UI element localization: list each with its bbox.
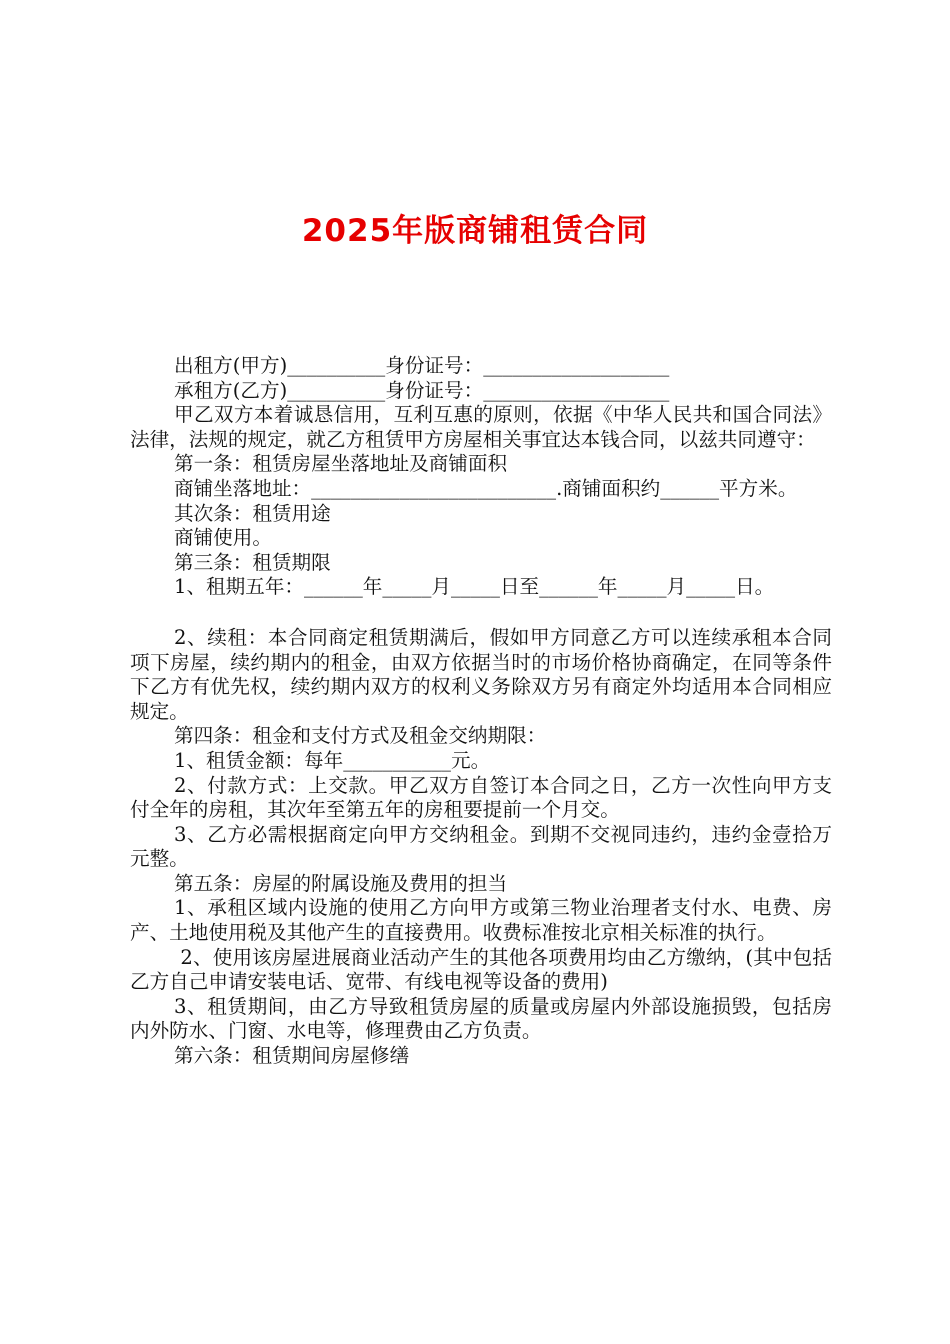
paragraph-renewal: 2、续租：本合同商定租赁期满后，假如甲方同意乙方可以连续承租本合同项下房屋，续约期内的租金，由双方依据当时的市场价格协商确定，在同等条件下乙方有优先权，续约期内双方的权利义务除双方另有商定外均适用本合同相应规定。 xyxy=(130,625,832,723)
paragraph-usage: 商铺使用。 xyxy=(174,526,272,550)
article-heading: 第三条：租赁期限 xyxy=(174,550,331,574)
article-heading: 第六条：租赁期间房屋修缮 xyxy=(174,1044,410,1068)
paragraph-address: 商铺坐落地址：_________________________.商铺面积约______平方米。 xyxy=(174,476,798,500)
document-title: 2025年版商铺租赁合同 xyxy=(301,213,649,249)
paragraph-facility-fees: 1、承租区域内设施的使用乙方向甲方或第三物业治理者支付水、电费、房产、土地使用税及其他产生的直接费用。收费标准按北京相关标准的执行。 xyxy=(130,896,832,945)
paragraph-damage-repair: 3、租赁期间，由乙方导致租赁房屋的质量或房屋内外部设施损毁，包括房内外防水、门窗、水电等，修理费由乙方负责。 xyxy=(130,994,832,1043)
paragraph-payment-method: 2、付款方式：上交款。甲乙双方自签订本合同之日，乙方一次性向甲方支付全年的房租，其次年至第五年的房租要提前一个月交。 xyxy=(130,773,832,822)
paragraph-rent-amount: 1、租赁金额：每年___________元。 xyxy=(174,748,491,772)
paragraph-other-fees: 2、使用该房屋进展商业活动产生的其他各项费用均由乙方缴纳，(其中包括乙方自己申请安装电话、宽带、有线电视等设备的费用) xyxy=(130,945,833,994)
paragraph-rent-obligation: 3、乙方必需根据商定向甲方交纳租金。到期不交视同违约，违约金壹拾万元整。 xyxy=(130,822,832,871)
article-heading: 第一条：租赁房屋坐落地址及商铺面积 xyxy=(174,452,508,476)
paragraph-lessor: 出租方(甲方)__________身份证号：___________________ xyxy=(174,354,670,377)
article-heading: 第五条：房屋的附属设施及费用的担当 xyxy=(174,871,508,895)
article-heading: 第四条：租金和支付方式及租金交纳期限： xyxy=(174,724,547,748)
paragraph-lessee: 承租方(乙方)__________身份证号：___________________ xyxy=(174,378,670,402)
document-body xyxy=(130,354,832,1069)
paragraph-term: 1、租期五年：______年_____月_____日至______年_____月_____日。 xyxy=(174,575,775,599)
paragraph-preamble: 甲乙双方本着诚恳信用，互利互惠的原则，依据《中华人民共和国合同法》法律，法规的规定，就乙方租赁甲方房屋相关事宜达本钱合同，以兹共同遵守： xyxy=(130,403,832,451)
article-heading: 其次条：租赁用途 xyxy=(174,501,331,525)
